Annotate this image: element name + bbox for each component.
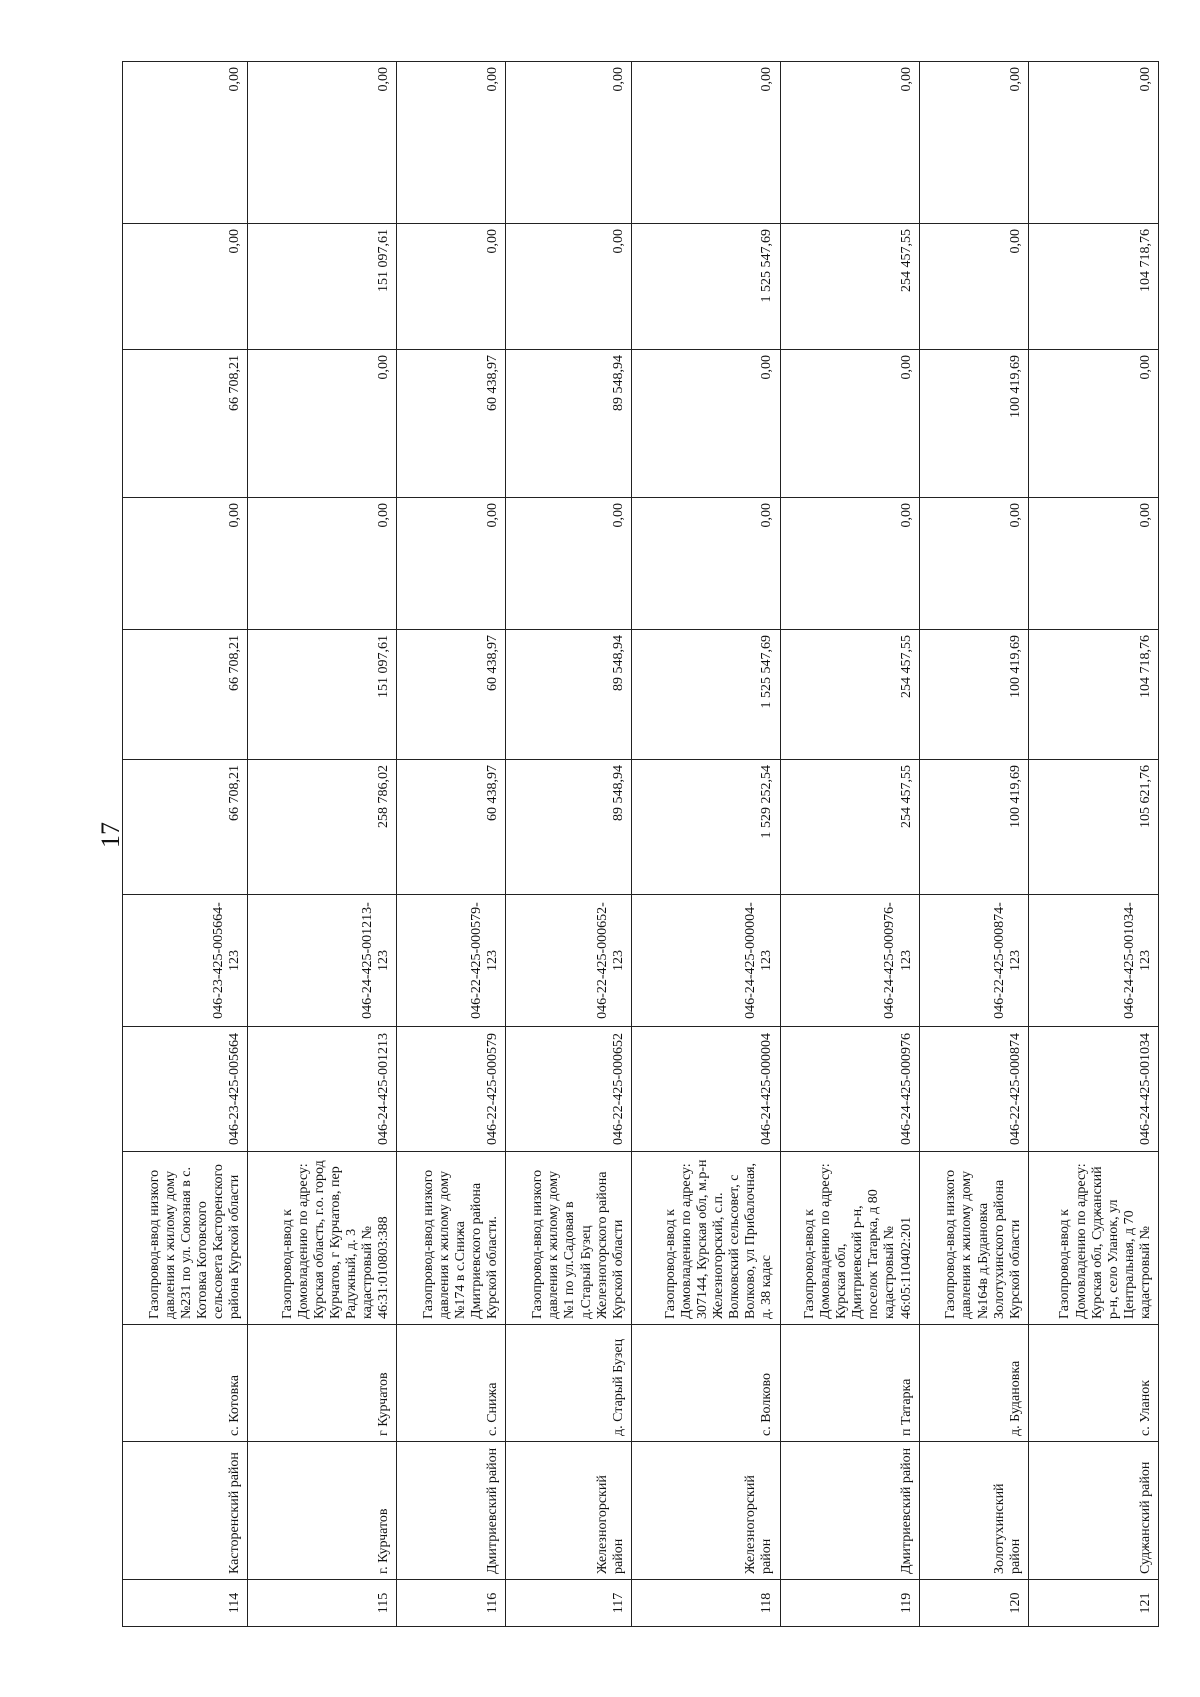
object-code-cell: 046-24-425-000004 bbox=[631, 1027, 780, 1152]
settlement-cell: п Татарка bbox=[780, 1325, 919, 1442]
row-number: 121 bbox=[1028, 1580, 1158, 1627]
value-cell-6: 0,00 bbox=[506, 62, 631, 224]
subobject-code-cell: 046-24-425-000004-123 bbox=[631, 895, 780, 1027]
object-description-cell: Газопровод-ввод к Домовладению по адресу: Курская область, г.о. город Курчатов, г Курчатов, пер Радужный, д. 3 кадастровый № 46:31:010803:388 bbox=[248, 1152, 397, 1325]
subobject-code-cell: 046-22-425-000874-123 bbox=[919, 895, 1028, 1027]
value-cell-2: 60 438,97 bbox=[397, 630, 506, 760]
row-number: 120 bbox=[919, 1580, 1028, 1627]
value-cell-5: 104 718,76 bbox=[1028, 224, 1158, 350]
table-row bbox=[397, 62, 506, 1627]
object-code-cell: 046-24-425-000976 bbox=[780, 1027, 919, 1152]
row-number: 115 bbox=[248, 1580, 397, 1627]
value-cell-2: 100 419,69 bbox=[919, 630, 1028, 760]
value-total-cell: 100 419,69 bbox=[919, 760, 1028, 895]
object-description-cell: Газопровод-ввод низкого давления к жилому дому №1 по ул.Садовая в д.Старый Бузец Железногорского района Курской области bbox=[506, 1152, 631, 1325]
value-cell-5: 151 097,61 bbox=[248, 224, 397, 350]
value-cell-3: 0,00 bbox=[506, 498, 631, 630]
value-cell-3: 0,00 bbox=[1028, 498, 1158, 630]
district-cell: Железногорский район bbox=[631, 1442, 780, 1580]
value-cell-6: 0,00 bbox=[780, 62, 919, 224]
value-cell-3: 0,00 bbox=[248, 498, 397, 630]
value-cell-4: 0,00 bbox=[248, 350, 397, 498]
row-number: 116 bbox=[397, 1580, 506, 1627]
settlement-cell: д. Старый Бузец bbox=[506, 1325, 631, 1442]
value-total-cell: 105 621,76 bbox=[1028, 760, 1158, 895]
table-row bbox=[631, 62, 780, 1627]
subobject-code-cell: 046-24-425-001213-123 bbox=[248, 895, 397, 1027]
district-cell: Суджанский район bbox=[1028, 1442, 1158, 1580]
value-cell-5: 254 457,55 bbox=[780, 224, 919, 350]
subobject-code-cell: 046-22-425-000652-123 bbox=[506, 895, 631, 1027]
settlement-cell: г Курчатов bbox=[248, 1325, 397, 1442]
value-total-cell: 1 529 252,54 bbox=[631, 760, 780, 895]
settlement-cell: с. Котовка bbox=[123, 1325, 248, 1442]
value-cell-2: 104 718,76 bbox=[1028, 630, 1158, 760]
value-cell-5: 0,00 bbox=[506, 224, 631, 350]
settlement-cell: с. Снижа bbox=[397, 1325, 506, 1442]
district-cell: Дмитриевский район bbox=[397, 1442, 506, 1580]
settlement-cell: д. Будановка bbox=[919, 1325, 1028, 1442]
object-code-cell: 046-22-425-000652 bbox=[506, 1027, 631, 1152]
value-total-cell: 258 786,02 bbox=[248, 760, 397, 895]
value-cell-6: 0,00 bbox=[919, 62, 1028, 224]
object-code-cell: 046-22-425-000874 bbox=[919, 1027, 1028, 1152]
value-total-cell: 89 548,94 bbox=[506, 760, 631, 895]
value-cell-6: 0,00 bbox=[397, 62, 506, 224]
value-cell-4: 0,00 bbox=[631, 350, 780, 498]
value-cell-4: 100 419,69 bbox=[919, 350, 1028, 498]
value-cell-5: 0,00 bbox=[123, 224, 248, 350]
value-cell-3: 0,00 bbox=[397, 498, 506, 630]
value-cell-4: 0,00 bbox=[780, 350, 919, 498]
row-number: 119 bbox=[780, 1580, 919, 1627]
district-cell: Касторенский район bbox=[123, 1442, 248, 1580]
table-row bbox=[123, 62, 248, 1627]
object-code-cell: 046-23-425-005664 bbox=[123, 1027, 248, 1152]
subobject-code-cell: 046-24-425-001034-123 bbox=[1028, 895, 1158, 1027]
value-cell-3: 0,00 bbox=[780, 498, 919, 630]
value-cell-4: 60 438,97 bbox=[397, 350, 506, 498]
value-cell-6: 0,00 bbox=[248, 62, 397, 224]
table-container bbox=[122, 62, 1159, 1627]
settlement-cell: с. Уланок bbox=[1028, 1325, 1158, 1442]
value-total-cell: 254 457,55 bbox=[780, 760, 919, 895]
subobject-code-cell: 046-22-425-000579-123 bbox=[397, 895, 506, 1027]
page-number: 17 bbox=[96, 822, 125, 848]
object-code-cell: 046-24-425-001213 bbox=[248, 1027, 397, 1152]
object-description-cell: Газопровод-ввод низкого давления к жилому дому №231 по ул. Союзная в с. Котовка Котовского сельсовета Касторенского района Курской области bbox=[123, 1152, 248, 1325]
value-cell-2: 151 097,61 bbox=[248, 630, 397, 760]
value-cell-2: 1 525 547,69 bbox=[631, 630, 780, 760]
row-number: 114 bbox=[123, 1580, 248, 1627]
value-cell-5: 1 525 547,69 bbox=[631, 224, 780, 350]
value-cell-3: 0,00 bbox=[123, 498, 248, 630]
subobject-code-cell: 046-24-425-000976-123 bbox=[780, 895, 919, 1027]
subobject-code-cell: 046-23-425-005664-123 bbox=[123, 895, 248, 1027]
table-row bbox=[780, 62, 919, 1627]
row-number: 117 bbox=[506, 1580, 631, 1627]
value-cell-3: 0,00 bbox=[631, 498, 780, 630]
table-row bbox=[248, 62, 397, 1627]
value-cell-4: 89 548,94 bbox=[506, 350, 631, 498]
settlement-cell: с. Волково bbox=[631, 1325, 780, 1442]
object-description-cell: Газопровод-ввод низкого давления к жилому дому №164в д.Будановка Золотухинского района Курской области bbox=[919, 1152, 1028, 1325]
value-cell-5: 0,00 bbox=[919, 224, 1028, 350]
value-cell-2: 254 457,55 bbox=[780, 630, 919, 760]
value-cell-2: 66 708,21 bbox=[123, 630, 248, 760]
row-number: 118 bbox=[631, 1580, 780, 1627]
district-cell: г. Курчатов bbox=[248, 1442, 397, 1580]
value-cell-6: 0,00 bbox=[631, 62, 780, 224]
value-total-cell: 66 708,21 bbox=[123, 760, 248, 895]
district-cell: Золотухинский район bbox=[919, 1442, 1028, 1580]
data-table bbox=[122, 61, 1159, 1627]
object-description-cell: Газопровод-ввод к Домовладению по адресу: Курская обл, Суджанский р-н, село Уланок, ул Центральная, д 70 кадастровый № bbox=[1028, 1152, 1158, 1325]
object-code-cell: 046-24-425-001034 bbox=[1028, 1027, 1158, 1152]
value-total-cell: 60 438,97 bbox=[397, 760, 506, 895]
value-cell-6: 0,00 bbox=[1028, 62, 1158, 224]
value-cell-4: 0,00 bbox=[1028, 350, 1158, 498]
district-cell: Дмитриевский район bbox=[780, 1442, 919, 1580]
object-description-cell: Газопровод-ввод к Домовладению по адресу: 307144, Курская обл, м.р-н Железногорский, с.п. Волковский сельсовет, с Волково, ул Прибалочная, д. 38 кадас bbox=[631, 1152, 780, 1325]
object-code-cell: 046-22-425-000579 bbox=[397, 1027, 506, 1152]
table-row bbox=[506, 62, 631, 1627]
value-cell-6: 0,00 bbox=[123, 62, 248, 224]
value-cell-4: 66 708,21 bbox=[123, 350, 248, 498]
table-row bbox=[1028, 62, 1158, 1627]
table-row bbox=[919, 62, 1028, 1627]
object-description-cell: Газопровод-ввод низкого давления к жилому дому №174 в с.Снижа Дмитриевского района Курской области. bbox=[397, 1152, 506, 1325]
district-cell: Железногорский район bbox=[506, 1442, 631, 1580]
value-cell-3: 0,00 bbox=[919, 498, 1028, 630]
value-cell-5: 0,00 bbox=[397, 224, 506, 350]
object-description-cell: Газопровод-ввод к Домовладению по адресу: Курская обл, Дмитриевский р-н, поселок Татарка, д 80 кадастровый № 46:05:110402:201 bbox=[780, 1152, 919, 1325]
value-cell-2: 89 548,94 bbox=[506, 630, 631, 760]
